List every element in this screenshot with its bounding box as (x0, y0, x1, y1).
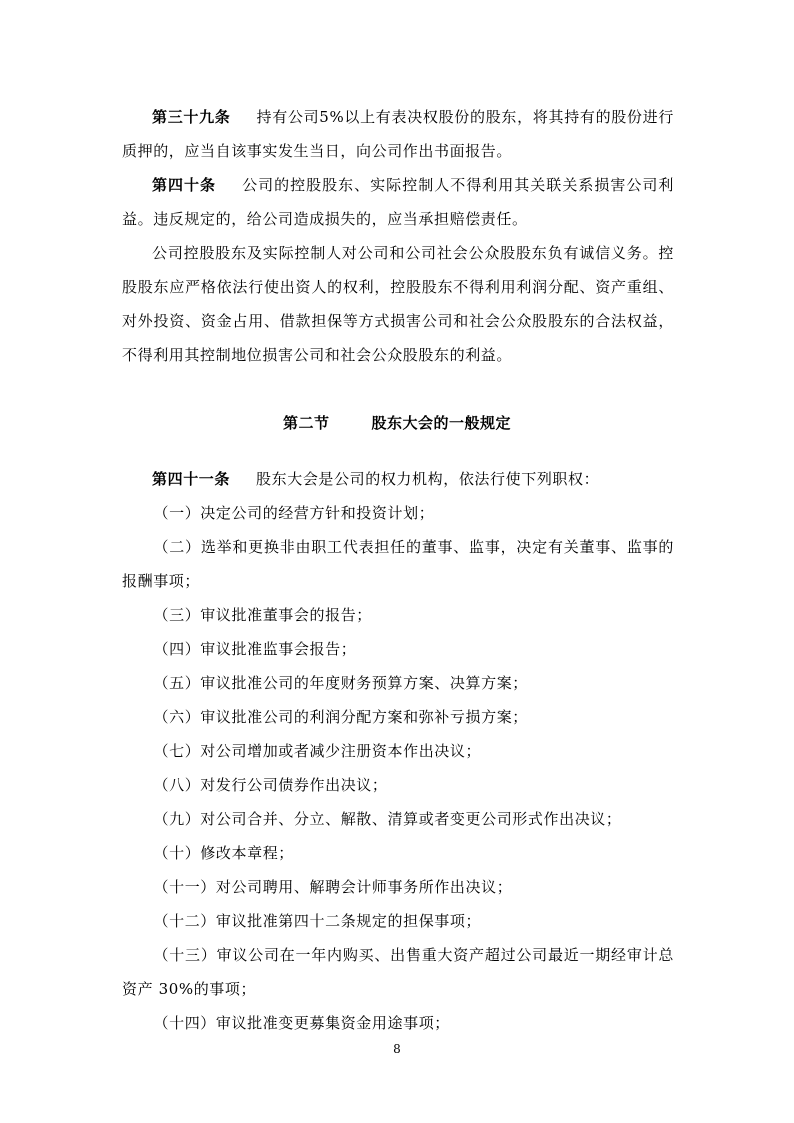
section-number: 第二节 (282, 414, 330, 432)
article-40-paragraph-2: 公司控股股东及实际控制人对公司和公司社会公众股股东负有诚信义务。控股股东应严格依法行使出资人的权利，控股股东不得利用利润分配、资产重组、对外投资、资金占用、借款担保等方式损害公司和社会公众股股东的合法权益，不得利用其控制地位损害公司和社会公众股股东的利益。 (122, 244, 674, 364)
list-item: （十三）审议公司在一年内购买、出售重大资产超过公司最近一期经审计总资产 30%的事项； (122, 946, 674, 998)
list-item: （十四）审议批准变更募集资金用途事项； (153, 1014, 450, 1032)
article-40 (122, 168, 674, 236)
list-item: （七）对公司增加或者减少注册资本作出决议； (153, 742, 482, 760)
list-item: （一）决定公司的经营方针和投资计划； (153, 504, 435, 522)
section-title: 股东大会的一般规定 (371, 414, 512, 432)
section-heading (0, 412, 794, 433)
article-40-text: 公司的控股股东、实际控制人不得利用其关联关系损害公司利益。违反规定的，给公司造成损失的，应当承担赔偿责任。 (122, 176, 675, 228)
article-40-title: 第四十条 (152, 176, 217, 194)
article-39-block (122, 100, 674, 372)
article-39-title: 第三十九条 (152, 108, 231, 126)
article-41 (122, 462, 674, 496)
article-39 (122, 100, 674, 168)
list-item: （六）审议批准公司的利润分配方案和弥补亏损方案； (153, 708, 528, 726)
list-item: （五）审议批准公司的年度财务预算方案、决算方案； (153, 674, 528, 692)
list-item: （八）对发行公司债券作出决议； (153, 776, 388, 794)
list-item: （九）对公司合并、分立、解散、清算或者变更公司形式作出决议； (153, 810, 622, 828)
list-item: （三）审议批准董事会的报告； (153, 606, 372, 624)
list-item: （十二）审议批准第四十二条规定的担保事项； (153, 912, 482, 930)
list-item: （二）选举和更换非由职工代表担任的董事、监事，决定有关董事、监事的报酬事项； (122, 538, 674, 590)
page-number: 8 (393, 1042, 401, 1056)
article-41-title: 第四十一条 (152, 470, 231, 488)
article-41-text: 股东大会是公司的权力机构，依法行使下列职权： (256, 470, 600, 488)
article-41-block (122, 462, 674, 1040)
list-item: （四）审议批准监事会报告； (153, 640, 357, 658)
list-item: （十）修改本章程； (153, 844, 294, 862)
article-39-text: 持有公司5%以上有表决权股份的股东，将其持有的股份进行质押的，应当自该事实发生当日，向公司作出书面报告。 (122, 108, 674, 160)
list-item: （十一）对公司聘用、解聘会计师事务所作出决议； (153, 878, 513, 896)
